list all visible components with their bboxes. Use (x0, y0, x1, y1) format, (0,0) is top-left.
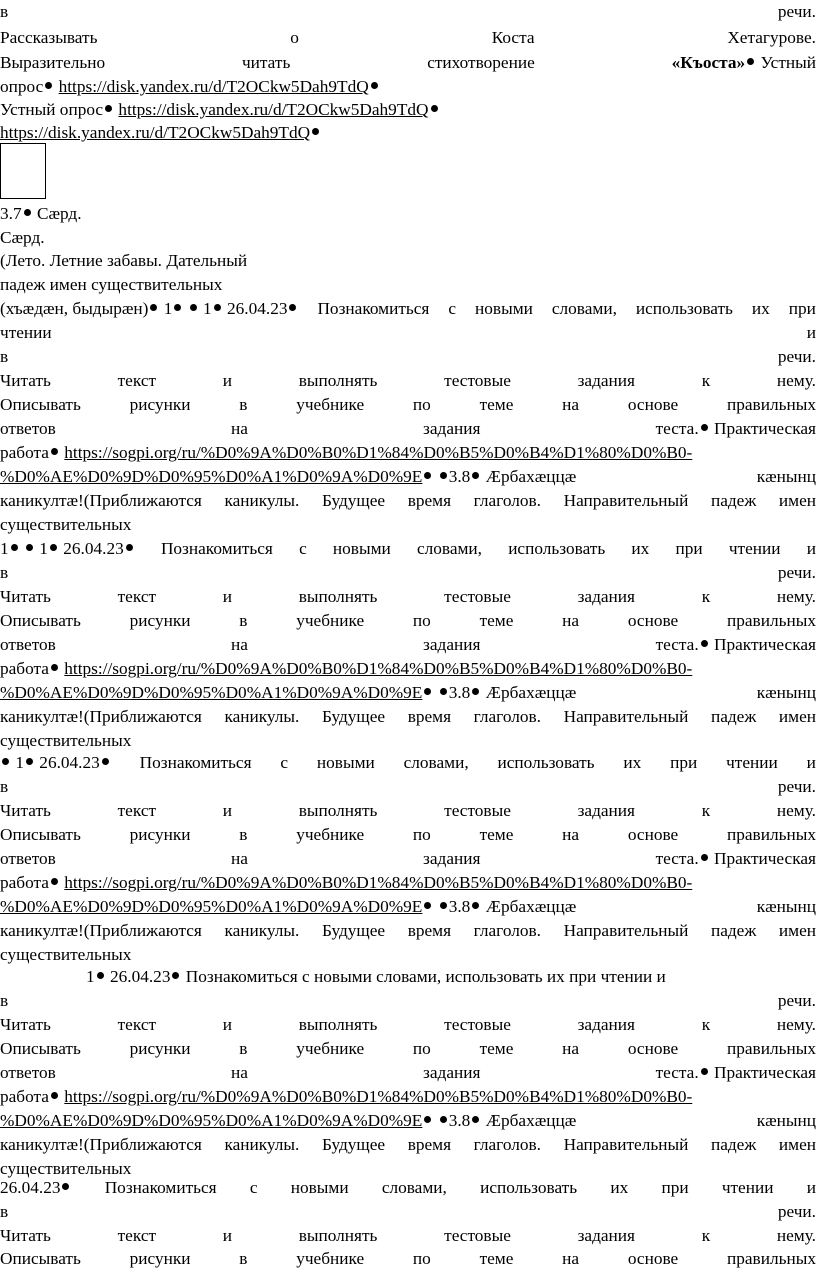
word: теме (479, 1249, 514, 1268)
word: 1 (86, 967, 95, 986)
bullet-dot-icon (190, 304, 197, 311)
bullet-dot-icon (701, 424, 708, 431)
word: теме (479, 1039, 514, 1058)
word: в (0, 2, 9, 21)
text-line (0, 799, 816, 823)
word: задания (577, 587, 635, 606)
word: правильных (726, 825, 816, 844)
text-line (0, 965, 816, 989)
text-line: чтении и (0, 323, 816, 342)
word: Описывать (0, 395, 81, 414)
word: текст (117, 1226, 157, 1245)
word: новыми (316, 753, 375, 772)
word: словами, (381, 1178, 447, 1197)
word: выполнять (298, 1226, 378, 1245)
word: их (631, 539, 650, 558)
word: существительных (0, 945, 132, 964)
word: задания (423, 849, 481, 868)
word: работа (0, 873, 49, 892)
word: Описывать (0, 611, 81, 630)
word: к (701, 801, 711, 820)
bullet-dot-icon (97, 972, 104, 979)
bullet-dot-icon (62, 1183, 69, 1190)
word: Познакомиться (139, 753, 252, 772)
word: правильных (726, 395, 816, 414)
word: Сæрд. (36, 204, 82, 223)
sogpi-link[interactable]: %D0%AE%D0%9D%D0%95%D0%A1%D0%9A%D0%9E (0, 467, 423, 486)
word: теме (479, 395, 514, 414)
word: к (701, 371, 711, 390)
word: и (222, 1226, 233, 1245)
word: существительных (0, 731, 132, 750)
word: 26.04.23 (0, 1178, 61, 1197)
word: ответов (0, 1063, 56, 1082)
sogpi-link[interactable]: %D0%AE%D0%9D%D0%95%D0%A1%D0%9A%D0%9E (0, 897, 423, 916)
word: кæнынц (756, 1111, 816, 1130)
word: и (222, 1015, 233, 1034)
word: к (701, 1226, 711, 1245)
word: и (222, 587, 233, 606)
word: Читать (0, 1226, 51, 1245)
word: при (675, 539, 703, 558)
word: кæнынц (756, 683, 816, 702)
word: Коста (491, 28, 535, 47)
bullet-dot-icon (440, 472, 447, 479)
word: рисунки (129, 1039, 191, 1058)
word: новыми (332, 539, 391, 558)
word: словами, (403, 753, 469, 772)
bullet-dot-icon (289, 304, 296, 311)
word: учебнике (296, 395, 365, 414)
word: по (412, 395, 431, 414)
word: на (562, 611, 580, 630)
word: чтении (721, 1178, 774, 1197)
word: рисунки (129, 1249, 191, 1268)
bullet-dot-icon (440, 688, 447, 695)
word: учебнике (296, 1249, 365, 1268)
text: каникултæ!(Приближаются каникулы. Будущее время глаголов. Направительный падеж имен (0, 921, 816, 940)
bullet-dot-icon (424, 688, 431, 695)
bullet-dot-icon (472, 1116, 479, 1123)
text-line (0, 369, 816, 393)
word: использовать (480, 1178, 578, 1197)
text-line (0, 51, 816, 75)
word: основе (627, 611, 679, 630)
text-line (0, 1224, 816, 1248)
word: правильных (726, 1249, 816, 1268)
word: в (0, 777, 9, 796)
text-line (0, 1200, 816, 1224)
sogpi-link[interactable]: https://sogpi.org/ru/%D0%9A%D0%B0%D1%84%D0%B5%D0%B4%D1%80%D0%B0- (64, 1087, 693, 1106)
text-line (0, 537, 816, 561)
text-line: ответов на задания теста. Практическая (0, 847, 816, 871)
bullet-dot-icon (747, 58, 754, 65)
sogpi-link[interactable]: %D0%AE%D0%9D%D0%95%D0%A1%D0%9A%D0%9E (0, 683, 423, 702)
word: к (701, 1015, 711, 1034)
sogpi-link[interactable]: https://sogpi.org/ru/%D0%9A%D0%B0%D1%84%D0%B5%D0%B4%D1%80%D0%B0- (64, 873, 693, 892)
word: выполнять (298, 801, 378, 820)
word: речи. (777, 347, 816, 366)
word: Читать (0, 801, 51, 820)
word-group: (хъæдæн, быдырæн) 1 1 26.04.23 (0, 297, 298, 321)
word: рисунки (129, 395, 191, 414)
word: в (0, 991, 9, 1010)
text-line (0, 26, 816, 50)
bullet-dot-icon (440, 1116, 447, 1123)
word: Сæрд. (0, 228, 45, 247)
bullet-dot-icon (701, 640, 708, 647)
word: задания (577, 371, 635, 390)
bullet-dot-icon (701, 1068, 708, 1075)
text-line (0, 871, 816, 895)
word: нему. (776, 1226, 816, 1245)
text-line: ответов на задания теста. Практическая (0, 417, 816, 441)
text-line (0, 98, 816, 122)
word: в (0, 563, 9, 582)
word: основе (627, 395, 679, 414)
word: работа (0, 443, 49, 462)
word: ответов (0, 635, 56, 654)
word: кæнынц (756, 897, 816, 916)
word: тестовые (444, 801, 511, 820)
bullet-dot-icon (472, 472, 479, 479)
word: речи. (777, 777, 816, 796)
text-line (0, 75, 816, 99)
word: задания (423, 635, 481, 654)
word: с (249, 1178, 258, 1197)
bullet-dot-icon (431, 105, 438, 112)
bullet-dot-icon (424, 472, 431, 479)
word: нему. (776, 371, 816, 390)
word: и (806, 753, 816, 772)
text-line (0, 226, 816, 250)
word: Хетагурове. (727, 28, 816, 47)
text-line: ответов на задания теста. Практическая (0, 1061, 816, 1085)
text-line (0, 249, 816, 273)
word: Описывать (0, 825, 81, 844)
word: кæнынц (756, 467, 816, 486)
text-line (0, 919, 816, 943)
bullet-dot-icon (472, 902, 479, 909)
word: текст (117, 1015, 157, 1034)
word: словами, (416, 539, 482, 558)
word: выполнять (298, 587, 378, 606)
word: 1 (39, 539, 48, 558)
word: с (299, 539, 307, 558)
word: ответов (0, 419, 56, 438)
word: правильных (726, 1039, 816, 1058)
text-line (0, 1085, 816, 1109)
sogpi-link[interactable]: https://sogpi.org/ru/%D0%9A%D0%B0%D1%84%D0%B5%D0%B4%D1%80%D0%B0- (64, 443, 693, 462)
word: их (610, 1178, 629, 1197)
bullet-dot-icon (45, 82, 52, 89)
text-line: %D0%AE%D0%9D%D0%95%D0%A1%D0%9A%D0%9E 3.8 Æрбахæццæ кæнынц (0, 1109, 816, 1133)
bullet-dot-icon (172, 972, 179, 979)
word: по (412, 611, 431, 630)
text-line: %D0%AE%D0%9D%D0%95%D0%A1%D0%9A%D0%9E 3.8 Æрбахæццæ кæнынц (0, 681, 816, 705)
text-line (0, 657, 816, 681)
word: по (412, 825, 431, 844)
word: на (230, 635, 248, 654)
word: Познакомиться (104, 1178, 217, 1197)
word: речи. (777, 991, 816, 1010)
text-line (0, 823, 816, 847)
word: опрос (0, 77, 44, 96)
text: каникултæ!(Приближаются каникулы. Будущее время глаголов. Направительный падеж имен (0, 1135, 816, 1154)
word: выполнять (298, 371, 378, 390)
word: основе (627, 1039, 679, 1058)
bullet-dot-icon (312, 128, 319, 135)
text-line (0, 729, 816, 753)
word: о (290, 28, 299, 47)
bullet-dot-icon (214, 304, 221, 311)
word: тестовые (444, 371, 511, 390)
text-line (0, 989, 816, 1013)
disk-link[interactable]: https://disk.yandex.ru/d/T2OCkw5Dah9TdQ (0, 123, 311, 142)
text-line (0, 393, 816, 417)
word: в (239, 1249, 248, 1268)
text-line: %D0%AE%D0%9D%D0%95%D0%A1%D0%9A%D0%9E 3.8 Æрбахæццæ кæнынц (0, 465, 816, 489)
word: Познакомиться с новыми словами, использовать их при чтении и (185, 967, 666, 986)
text-line (0, 345, 816, 369)
word: тестовые (444, 1226, 511, 1245)
bullet-dot-icon (50, 544, 57, 551)
word: учебнике (296, 611, 365, 630)
word: на (562, 1039, 580, 1058)
disk-link[interactable]: https://disk.yandex.ru/d/T2OCkw5Dah9TdQ (118, 100, 429, 119)
word: нему. (776, 587, 816, 606)
text-line: ответов на задания теста. Практическая (0, 633, 816, 657)
word: в (239, 395, 248, 414)
word: Устный (760, 53, 816, 72)
word: правильных (726, 611, 816, 630)
text: каникултæ!(Приближаются каникулы. Будущее время глаголов. Направительный падеж имен (0, 491, 816, 510)
word: теме (479, 825, 514, 844)
disk-link[interactable]: https://disk.yandex.ru/d/T2OCkw5Dah9TdQ (58, 77, 369, 96)
bullet-dot-icon (174, 304, 181, 311)
word: ответов (0, 849, 56, 868)
text-line (0, 609, 816, 633)
word: Читать (0, 587, 51, 606)
bullet-dot-icon (701, 854, 708, 861)
word: к (701, 587, 711, 606)
text-line (0, 943, 816, 967)
word: в (0, 347, 9, 366)
text-line (0, 1013, 816, 1037)
word: рисунки (129, 611, 191, 630)
word: на (562, 825, 580, 844)
word: основе (627, 825, 679, 844)
word: 26.04.23 (109, 967, 171, 986)
word: работа (0, 659, 49, 678)
word: использовать (508, 539, 606, 558)
word: в (239, 1039, 248, 1058)
word: задания (423, 1063, 481, 1082)
bullet-dot-icon (150, 304, 157, 311)
word: рисунки (129, 825, 191, 844)
bullet-dot-icon (102, 758, 109, 765)
text-line (0, 121, 816, 145)
bullet-dot-icon (26, 544, 33, 551)
word: при (661, 1178, 689, 1197)
sogpi-link[interactable]: https://sogpi.org/ru/%D0%9A%D0%B0%D1%84%D0%B5%D0%B4%D1%80%D0%B0- (64, 659, 693, 678)
word: их (623, 753, 642, 772)
bullet-dot-icon (51, 878, 58, 885)
bullet-dot-icon (11, 544, 18, 551)
text: (Лето. Летние забавы. Дательный (0, 251, 248, 270)
word: задания (577, 1226, 635, 1245)
word: текст (117, 371, 157, 390)
word: задания (423, 419, 481, 438)
word: в (239, 825, 248, 844)
word: использовать (497, 753, 595, 772)
text: падеж имен существительных (0, 275, 223, 294)
word: в (239, 611, 248, 630)
bullet-dot-icon (24, 209, 31, 216)
word: и (222, 371, 233, 390)
text-line (0, 1037, 816, 1061)
bullet-dot-icon (105, 105, 112, 112)
bullet-dot-icon (26, 758, 33, 765)
word: стихотворение (427, 53, 535, 72)
word-group (672, 51, 816, 75)
word: на (230, 849, 248, 868)
word: существительных (0, 1159, 132, 1178)
bullet-dot-icon (51, 1092, 58, 1099)
word: Описывать (0, 1249, 81, 1268)
word: Читать (0, 371, 51, 390)
word: чтении (726, 753, 778, 772)
word: нему. (776, 1015, 816, 1034)
empty-checkbox (0, 143, 46, 199)
text-line: (хъæдæн, быдырæн) 1 1 26.04.23 Познакомиться с новыми словами, использовать их при (0, 297, 816, 321)
sogpi-link[interactable]: %D0%AE%D0%9D%D0%95%D0%A1%D0%9A%D0%9E (0, 1111, 423, 1130)
bullet-dot-icon (424, 902, 431, 909)
text-line (0, 1133, 816, 1157)
word: Описывать (0, 1039, 81, 1058)
word: 1 (0, 539, 9, 558)
bullet-dot-icon (51, 664, 58, 671)
word: учебнике (296, 825, 365, 844)
word: тестовые (444, 587, 511, 606)
word: читать (241, 53, 291, 72)
text-line (0, 1176, 816, 1200)
text-line (0, 202, 816, 226)
word: в (0, 1202, 9, 1221)
word: тестовые (444, 1015, 511, 1034)
word: теме (479, 611, 514, 630)
text-line (0, 489, 816, 513)
word: и (806, 539, 816, 558)
text-line (0, 441, 816, 465)
word: с (280, 753, 289, 772)
word: на (562, 1249, 580, 1268)
bullet-dot-icon (2, 758, 9, 765)
text: каникултæ!(Приближаются каникулы. Будущее время глаголов. Направительный падеж имен (0, 707, 816, 726)
word: чтении (728, 539, 781, 558)
word: текст (117, 801, 157, 820)
text-line (0, 585, 816, 609)
text-line (0, 1247, 816, 1271)
word: 26.04.23 (63, 539, 124, 558)
bullet-dot-icon (424, 1116, 431, 1123)
text-line (0, 513, 816, 537)
word: задания (577, 801, 635, 820)
text-line (0, 273, 816, 297)
word: 26.04.23 (39, 753, 100, 772)
text-line (0, 751, 816, 775)
word: Познакомиться (160, 539, 273, 558)
bullet-dot-icon (51, 448, 58, 455)
word: работа (0, 1087, 49, 1106)
word: Устный опрос (0, 100, 104, 119)
word: речи. (777, 563, 816, 582)
text-line (0, 561, 816, 585)
word: задания (577, 1015, 635, 1034)
text-line (0, 705, 816, 729)
word: текст (117, 587, 157, 606)
word: по (412, 1249, 431, 1268)
word: основе (627, 1249, 679, 1268)
bullet-dot-icon (126, 544, 133, 551)
word: Выразительно (0, 53, 106, 72)
word: речи. (777, 2, 816, 21)
text-line (0, 775, 816, 799)
bullet-dot-icon (472, 688, 479, 695)
bullet-dot-icon (440, 902, 447, 909)
word: и (806, 1178, 816, 1197)
bullet-dot-icon (371, 82, 378, 89)
word: выполнять (298, 1015, 378, 1034)
text-line: %D0%AE%D0%9D%D0%95%D0%A1%D0%9A%D0%9E 3.8 Æрбахæццæ кæнынц (0, 895, 816, 919)
word: существительных (0, 515, 132, 534)
word: речи. (777, 1202, 816, 1221)
poem-title: «Къоста» (671, 53, 746, 72)
word: на (562, 395, 580, 414)
word: Читать (0, 1015, 51, 1034)
word: и (222, 801, 233, 820)
word: нему. (776, 801, 816, 820)
word: на (230, 1063, 248, 1082)
word: новыми (290, 1178, 349, 1197)
word: при (670, 753, 698, 772)
word: на (230, 419, 248, 438)
word: 1 (15, 753, 24, 772)
text-line (0, 0, 816, 24)
word: по (412, 1039, 431, 1058)
lesson-number: 3.7 (0, 204, 22, 223)
word: Рассказывать (0, 28, 98, 47)
word: учебнике (296, 1039, 365, 1058)
